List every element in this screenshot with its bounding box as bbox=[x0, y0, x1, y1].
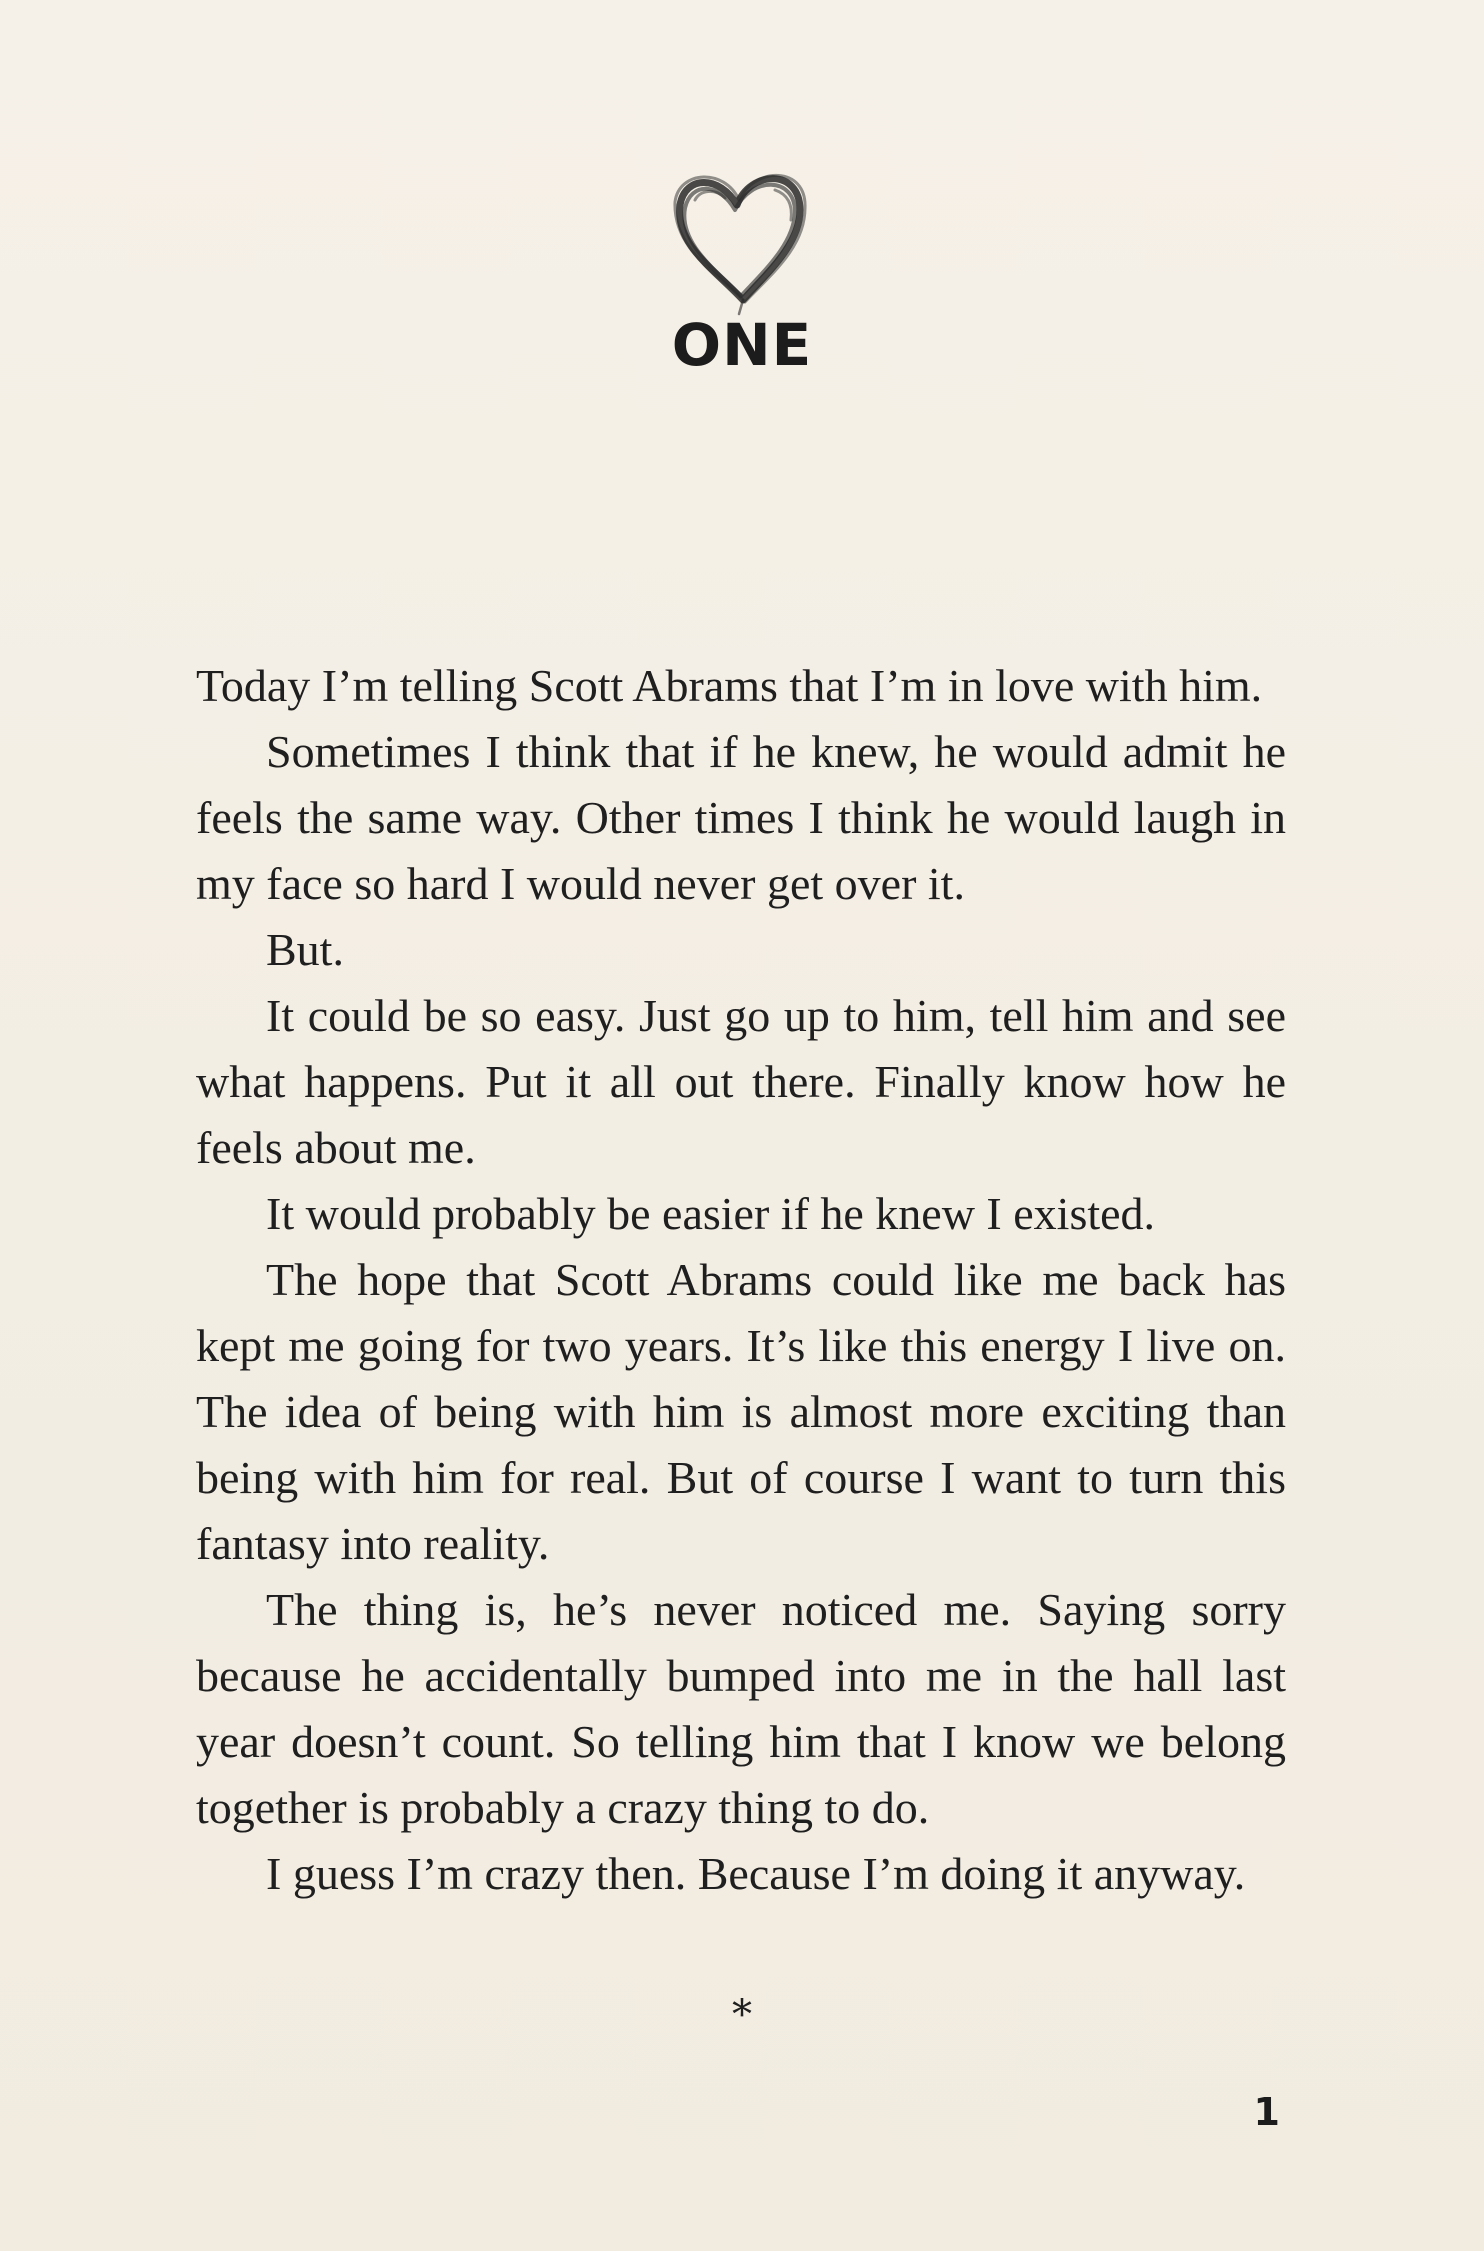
paragraph: It would probably be easier if he knew I existed. bbox=[266, 1188, 1156, 1239]
paragraph: Sometimes I think that if he knew, he would admit he feels the same way. Other times I think he would laugh in my face so hard I would never get over it. bbox=[196, 726, 1286, 909]
paragraph: The hope that Scott Abrams could like me back has kept me going for two years. It’s like this energy I live on. The idea of being with him is almost more exciting than being with him for real. But of course I want to turn this fantasy into reality. bbox=[196, 1254, 1286, 1569]
paragraph: The thing is, he’s never noticed me. Saying sorry because he accidentally bumped into me in the hall last year doesn’t count. So telling him that I know we belong together is probably a crazy thing to do. bbox=[196, 1584, 1286, 1833]
heart-icon bbox=[655, 150, 825, 320]
chapter-title: ONE bbox=[671, 311, 813, 379]
paragraph: I guess I’m crazy then. Because I’m doing it anyway. bbox=[266, 1848, 1246, 1899]
page-number: 1 bbox=[1253, 2090, 1280, 2134]
paragraph: But. bbox=[266, 924, 344, 975]
paragraph: It could be so easy. Just go up to him, tell him and see what happens. Put it all out there. Finally know how he feels about me. bbox=[196, 990, 1286, 1173]
section-break-asterisk: * bbox=[732, 1992, 752, 2038]
paragraph: Today I’m telling Scott Abrams that I’m in love with him. bbox=[196, 660, 1263, 711]
chapter-body bbox=[196, 653, 1286, 1907]
